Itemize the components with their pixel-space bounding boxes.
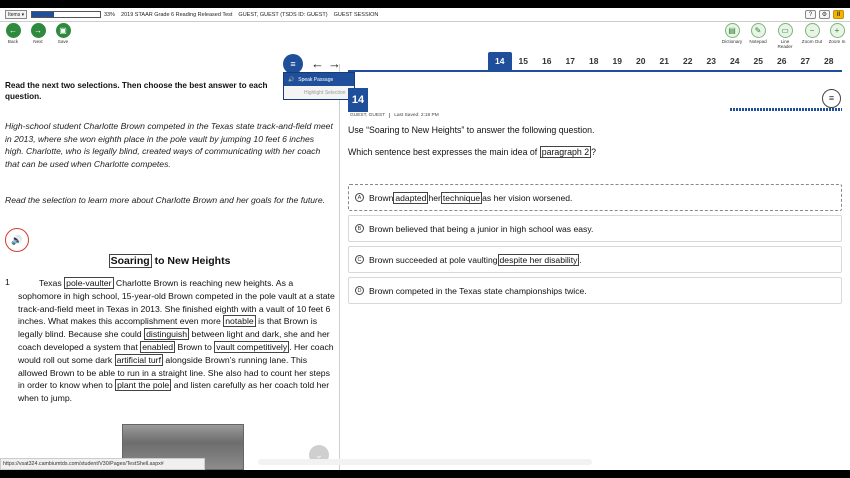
answer-option-d[interactable] bbox=[348, 277, 842, 304]
glossary-despite-her-disability[interactable]: despite her disability bbox=[499, 254, 578, 265]
instructions: Read the next two selections. Then choose the best answer to each question. bbox=[5, 81, 268, 101]
back-label: Back bbox=[7, 39, 19, 44]
passage-intro-2: Read the selection to learn more about Charlotte Brown and her goals for the future. bbox=[5, 195, 326, 205]
option-text: Brown competed in the Texas state championships twice. bbox=[369, 285, 587, 296]
glossary-adapted[interactable]: adapted bbox=[395, 192, 427, 203]
tab-question-15[interactable]: 15 bbox=[512, 52, 536, 70]
meta-user: GUEST, GUEST bbox=[350, 113, 386, 118]
glossary-soaring[interactable]: Soaring bbox=[110, 255, 150, 267]
menu-icon: ≡ bbox=[290, 59, 296, 69]
paragraph-number: 1 bbox=[5, 277, 10, 287]
question-meta bbox=[350, 113, 439, 118]
pane-divider[interactable] bbox=[339, 64, 340, 470]
option-letter: C bbox=[355, 255, 364, 264]
option-text: Brown believed that being a junior in high school was easy. bbox=[369, 223, 594, 234]
highlight-selection-item bbox=[284, 86, 354, 99]
para-text: is that Brown is legally blind. Because she could bbox=[18, 316, 318, 340]
glossary-notable[interactable]: notable bbox=[225, 316, 254, 327]
zoom-in-button[interactable] bbox=[826, 23, 848, 44]
option-text: as her vision worsened. bbox=[482, 192, 573, 203]
top-info-bar bbox=[0, 8, 850, 22]
paragraph-1 bbox=[18, 277, 336, 405]
dictionary-label: Dictionary bbox=[721, 39, 743, 44]
tab-question-20[interactable]: 20 bbox=[629, 52, 653, 70]
glossary-pole-vaulter[interactable]: pole-vaulter bbox=[66, 278, 112, 288]
notepad-button[interactable] bbox=[747, 23, 769, 44]
glossary-distinguish[interactable]: distinguish bbox=[146, 329, 188, 340]
zoom-in-icon: + bbox=[830, 23, 845, 38]
answer-option-c[interactable] bbox=[348, 246, 842, 273]
para-text: alongside Brown’s running lane. This allowed Brown to be able to run in a straight line. She also had to count her steps in order to know when to bbox=[18, 354, 330, 391]
horizontal-scrollbar[interactable] bbox=[258, 459, 592, 465]
context-menu-button[interactable] bbox=[283, 54, 303, 74]
tab-question-28[interactable]: 28 bbox=[817, 52, 841, 70]
answer-option-a[interactable] bbox=[348, 184, 842, 211]
book-icon: ▤ bbox=[725, 23, 740, 38]
items-dropdown-label: Items bbox=[8, 12, 21, 18]
next-label: Next bbox=[33, 39, 43, 44]
tab-question-18[interactable]: 18 bbox=[582, 52, 606, 70]
line-reader-label: Line Reader bbox=[777, 39, 793, 49]
toolbar bbox=[0, 22, 850, 48]
option-text: Brown bbox=[369, 192, 394, 203]
glossary-paragraph-2[interactable]: paragraph 2 bbox=[541, 147, 590, 157]
test-title: 2019 STAAR Grade 6 Reading Released Test bbox=[121, 11, 233, 18]
dotted-separator bbox=[730, 108, 842, 111]
tab-question-14[interactable]: 14 bbox=[488, 52, 512, 70]
user-name: GUEST, GUEST (TSDS ID: GUEST) bbox=[238, 11, 328, 18]
progress-bar bbox=[31, 11, 101, 18]
para-text: Texas bbox=[39, 278, 65, 288]
pause-button[interactable]: II bbox=[833, 10, 844, 19]
settings-button[interactable]: ⚙ bbox=[819, 10, 830, 19]
glossary-enabled[interactable]: enabled bbox=[142, 341, 174, 352]
question-stem bbox=[348, 147, 596, 157]
passage-nav-arrows[interactable] bbox=[311, 56, 345, 71]
arrow-right-icon: → bbox=[31, 23, 46, 38]
pencil-icon: ✎ bbox=[751, 23, 766, 38]
speaker-icon: 🔊 bbox=[288, 76, 295, 83]
stem-text-end: ? bbox=[591, 147, 597, 157]
tab-question-26[interactable]: 26 bbox=[770, 52, 794, 70]
menu-icon: ≡ bbox=[828, 93, 835, 103]
passage-title-rest: to New Heights bbox=[151, 255, 231, 267]
para-text: Brown to bbox=[175, 341, 215, 352]
option-letter: B bbox=[355, 224, 364, 233]
dictionary-button[interactable] bbox=[721, 23, 743, 44]
back-button[interactable] bbox=[2, 23, 24, 44]
progress-percent: 33% bbox=[104, 11, 116, 18]
para-text: . Her coach would roll out some dark bbox=[18, 341, 334, 365]
highlight-selection-label: Highlight Selection bbox=[304, 89, 346, 96]
progress-fill bbox=[32, 12, 54, 17]
question-tabs bbox=[488, 52, 841, 70]
help-button[interactable]: ? bbox=[805, 10, 816, 19]
items-dropdown[interactable]: Items ▾ bbox=[5, 10, 27, 19]
meta-saved: Last Saved: 2:18 PM bbox=[389, 113, 439, 118]
tab-question-16[interactable]: 16 bbox=[535, 52, 559, 70]
passage-title bbox=[0, 255, 339, 267]
glossary-vault-competitively[interactable]: vault competitively bbox=[216, 341, 288, 352]
save-label: Save bbox=[57, 39, 69, 44]
zoom-out-label: Zoom Out bbox=[801, 39, 823, 44]
tab-question-17[interactable]: 17 bbox=[559, 52, 583, 70]
para-text: Charlotte Brown is reaching new heights. As a sophomore in high school, 15-year-old Brown competed in the pole vault at a state track-and-field meet in Texas in 2013. She finished eighth with a vault of 10 feet 6 inches. What makes this accomplishment even more bbox=[18, 278, 335, 327]
tab-question-24[interactable]: 24 bbox=[723, 52, 747, 70]
tab-question-19[interactable]: 19 bbox=[606, 52, 630, 70]
tab-question-27[interactable]: 27 bbox=[794, 52, 818, 70]
zoom-in-label: Zoom In bbox=[828, 39, 846, 44]
option-letter: D bbox=[355, 286, 364, 295]
tab-question-21[interactable]: 21 bbox=[653, 52, 677, 70]
next-button[interactable] bbox=[27, 23, 49, 44]
speak-passage-item[interactable] bbox=[284, 73, 354, 86]
option-text: Brown succeeded at pole vaulting bbox=[369, 254, 498, 265]
notepad-label: Notepad bbox=[749, 39, 767, 44]
zoom-out-button[interactable] bbox=[801, 23, 823, 44]
question-instruction: Use “Soaring to New Heights” to answer the following question. bbox=[348, 125, 595, 135]
glossary-artificial-turf[interactable]: artificial turf bbox=[116, 354, 161, 365]
zoom-out-icon: − bbox=[805, 23, 820, 38]
option-text: her bbox=[428, 192, 441, 203]
context-menu bbox=[283, 72, 355, 100]
option-letter: A bbox=[355, 193, 364, 202]
tab-question-23[interactable]: 23 bbox=[700, 52, 724, 70]
glossary-technique[interactable]: technique bbox=[442, 192, 481, 203]
question-number: 14 bbox=[348, 88, 368, 112]
stem-text: Which sentence best expresses the main idea of bbox=[348, 147, 540, 157]
tab-underline bbox=[348, 70, 842, 72]
line-reader-icon: ▭ bbox=[778, 23, 793, 38]
session-name: GUEST SESSION bbox=[333, 11, 379, 18]
arrow-left-icon[interactable]: ← bbox=[311, 56, 328, 71]
save-icon: ▣ bbox=[56, 23, 71, 38]
question-menu-button[interactable] bbox=[822, 89, 841, 108]
speak-passage-label: Speak Passage bbox=[298, 76, 334, 83]
glossary-plant-the-pole[interactable]: plant the pole bbox=[117, 380, 170, 391]
audio-unavailable-icon: 🔊 bbox=[5, 228, 29, 252]
passage-intro: High-school student Charlotte Brown competed in the Texas state track-and-field meet in 2013, where she won eighth place in the pole vault by jumping 10 feet 6 inches high. Charlotte, who is legally blind, created ways of communicating with her coach that can be used when Charlotte competes. bbox=[5, 121, 333, 169]
para-text: between light and dark, she and her coach developed a system that bbox=[18, 329, 330, 352]
option-text: . bbox=[579, 254, 582, 265]
status-url: https://vsat324.cambiumtds.com/student/V30/Pages/TestShell.aspx# bbox=[0, 458, 205, 470]
arrow-left-icon: ← bbox=[6, 23, 21, 38]
answer-option-b[interactable] bbox=[348, 215, 842, 242]
tab-question-25[interactable]: 25 bbox=[747, 52, 771, 70]
save-button[interactable] bbox=[52, 23, 74, 44]
para-text: and listen carefully as her coach told her when to jump. bbox=[18, 380, 330, 404]
line-reader-button[interactable] bbox=[774, 23, 796, 49]
chevron-down-icon: ⌄ bbox=[315, 449, 323, 460]
tab-question-22[interactable]: 22 bbox=[676, 52, 700, 70]
test-screen bbox=[0, 8, 850, 470]
passage-pane bbox=[0, 70, 339, 470]
arrow-right-icon[interactable]: → bbox=[328, 56, 345, 71]
